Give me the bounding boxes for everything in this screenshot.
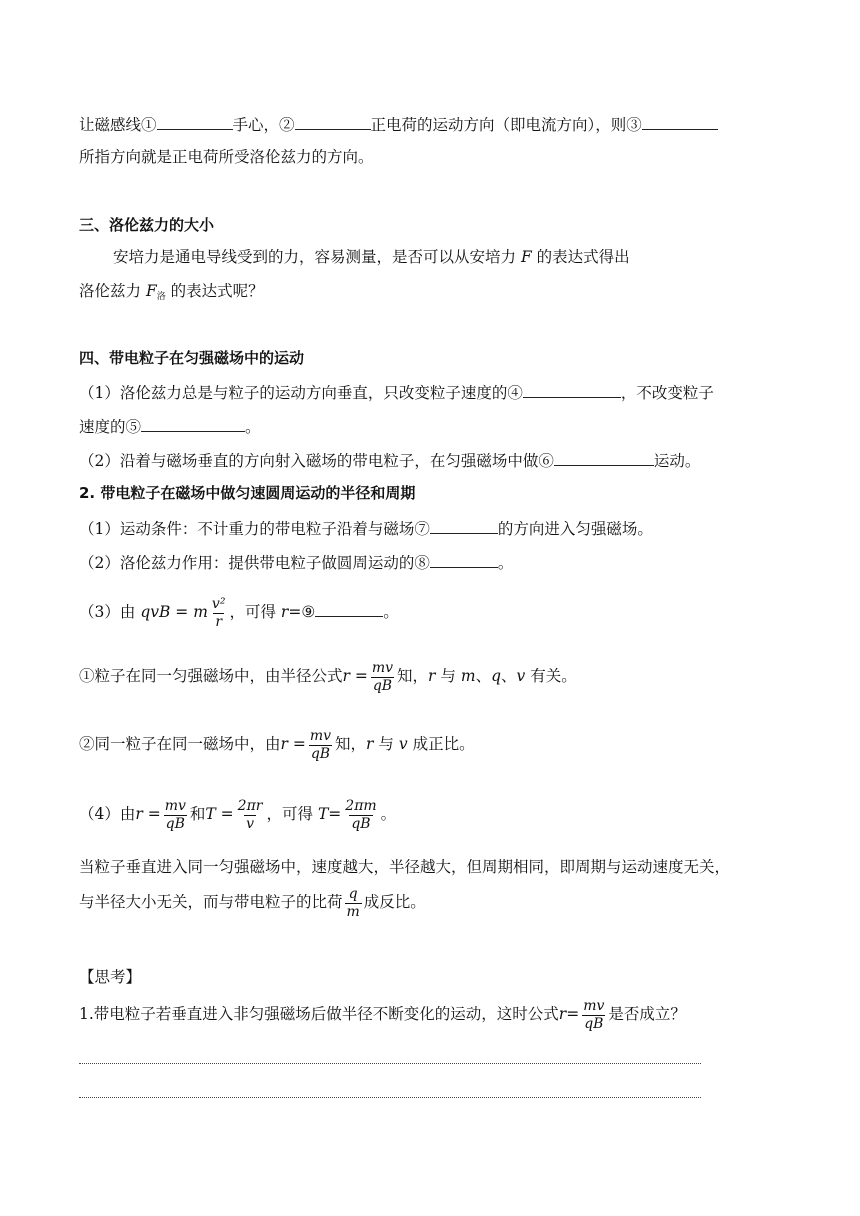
var: q [491, 667, 502, 685]
text: （4）由 [79, 805, 136, 823]
blank-4 [523, 380, 621, 398]
text: = [328, 805, 342, 823]
text: ①粒子在同一匀强磁场中，由半径公式 [79, 667, 343, 685]
denominator: v [246, 815, 255, 832]
text: 。 [380, 805, 397, 823]
blank-5 [141, 414, 245, 432]
text: ，可得 [266, 805, 313, 823]
var: m [460, 667, 476, 685]
text: 速度的⑤ [79, 418, 142, 436]
lhr-line-2: 所指方向就是正电荷所受洛伦兹力的方向。 [79, 148, 374, 166]
fraction [210, 596, 228, 631]
numerator: mv [583, 997, 605, 1014]
fraction [581, 998, 606, 1033]
equation: r = [342, 667, 368, 685]
think-heading: 【思考】 [79, 968, 142, 986]
text: 运动。 [653, 452, 701, 470]
denominator: r [215, 613, 223, 630]
subscript: 洛 [156, 292, 166, 302]
text: 的表达式呢？ [170, 282, 264, 300]
text: （1）洛伦兹力总是与粒子的运动方向垂直，只改变粒子速度的④ [79, 384, 523, 402]
denominator: qB [351, 815, 371, 832]
text: 知， [397, 667, 429, 685]
var-T: T [317, 805, 329, 823]
answer-line-1[interactable] [79, 1063, 701, 1064]
var-r: r [558, 1005, 567, 1023]
section4-item2 [79, 448, 700, 472]
fraction [345, 886, 362, 921]
numerator: q [348, 885, 358, 902]
summary-line-1: 当粒子垂直进入同一匀强磁场中，速度越大，半径越大，但周期相同，即周期与运动速度无关， [79, 858, 731, 876]
note-2 [79, 724, 475, 764]
denominator: qB [165, 815, 185, 832]
condition-1 [79, 516, 653, 540]
text: ，不改变粒子 [620, 384, 714, 402]
equation: qvB = m [140, 603, 208, 621]
var: r [428, 667, 436, 685]
var: v [398, 735, 408, 753]
text: ，可得 [229, 603, 276, 621]
equation: r = [135, 805, 161, 823]
blank-3 [642, 112, 718, 130]
section3-heading: 三、洛伦兹力的大小 [79, 216, 215, 234]
text: 。 [383, 603, 399, 621]
text: 的方向进入匀强磁场。 [497, 520, 653, 538]
note-1 [79, 656, 577, 696]
fraction [236, 798, 265, 833]
condition-3 [79, 592, 399, 632]
numerator: 2πr [237, 797, 263, 814]
fraction [308, 728, 333, 763]
text: = [566, 1005, 580, 1023]
numerator: mv [371, 659, 394, 676]
section3-line-2 [79, 280, 264, 308]
text: ②同一粒子在同一磁场中，由 [79, 735, 281, 753]
lhr-line-1 [79, 112, 718, 136]
text: 与 [378, 735, 394, 753]
fraction [343, 798, 378, 833]
equation: T = [205, 805, 234, 823]
denominator: qB [372, 677, 393, 694]
text: 与 [440, 667, 456, 685]
answer-line-2[interactable] [79, 1097, 701, 1098]
blank-8 [430, 550, 498, 568]
equation: r = [280, 735, 306, 753]
text: 安培力是通电导线受到的力，容易测量，是否可以从安培力 [113, 248, 517, 266]
think-question-1 [79, 994, 686, 1034]
condition-2 [79, 550, 513, 574]
section4-item1 [79, 380, 714, 404]
denominator: qB [310, 745, 331, 762]
var: r [366, 735, 374, 753]
text: 1.带电粒子若垂直进入非匀强磁场后做半径不断变化的运动，这时公式 [79, 1005, 559, 1023]
numerator: v² [211, 595, 226, 612]
text: 成反比。 [363, 893, 426, 911]
text: 有关。 [530, 667, 577, 685]
text: （2）洛伦兹力作用：提供带电粒子做圆周运动的⑧ [79, 554, 430, 572]
section4-item1-cont [79, 414, 261, 438]
text: 。 [497, 554, 514, 572]
summary-line-2 [79, 882, 426, 922]
text: 让磁感线① [79, 116, 157, 134]
denominator: qB [584, 1015, 604, 1032]
text: =⑨ [288, 603, 316, 621]
text: 、 [475, 667, 492, 685]
numerator: 2πm [345, 797, 377, 814]
text: （1）运动条件：不计重力的带电粒子沿着与磁场⑦ [79, 520, 430, 538]
condition-4 [79, 794, 396, 834]
section4-heading: 四、带电粒子在匀强磁场中的运动 [79, 349, 305, 367]
numerator: mv [309, 727, 332, 744]
text: 的表达式得出 [536, 248, 630, 266]
text: 知， [335, 735, 367, 753]
text: 和 [189, 805, 206, 823]
blank-7 [430, 516, 498, 534]
fraction [163, 798, 188, 833]
denominator: m [346, 903, 360, 920]
text: （3）由 [79, 603, 136, 621]
text: 、 [501, 667, 517, 685]
radius-heading: 2. 带电粒子在磁场中做匀速圆周运动的半径和周期 [79, 484, 416, 502]
var-F: F [145, 282, 157, 300]
var: v [516, 667, 526, 685]
var-r: r [280, 603, 289, 621]
text: 手心，② [232, 116, 295, 134]
blank-2 [295, 112, 371, 130]
blank-9 [315, 599, 383, 617]
text: 。 [245, 418, 261, 436]
text: 正电荷的运动方向（即电流方向），则③ [370, 116, 642, 134]
var-F: F [520, 248, 532, 266]
blank-1 [157, 112, 233, 130]
text: （2）沿着与磁场垂直的方向射入磁场的带电粒子，在匀强磁场中做⑥ [79, 452, 554, 470]
text: 成正比。 [412, 735, 475, 753]
text: 洛伦兹力 [79, 282, 142, 300]
section3-line-1 [113, 246, 630, 268]
fraction [370, 660, 395, 695]
numerator: mv [164, 797, 186, 814]
text: 是否成立？ [608, 1005, 686, 1023]
text: 与半径大小无关，而与带电粒子的比荷 [79, 893, 343, 911]
blank-6 [554, 448, 654, 466]
